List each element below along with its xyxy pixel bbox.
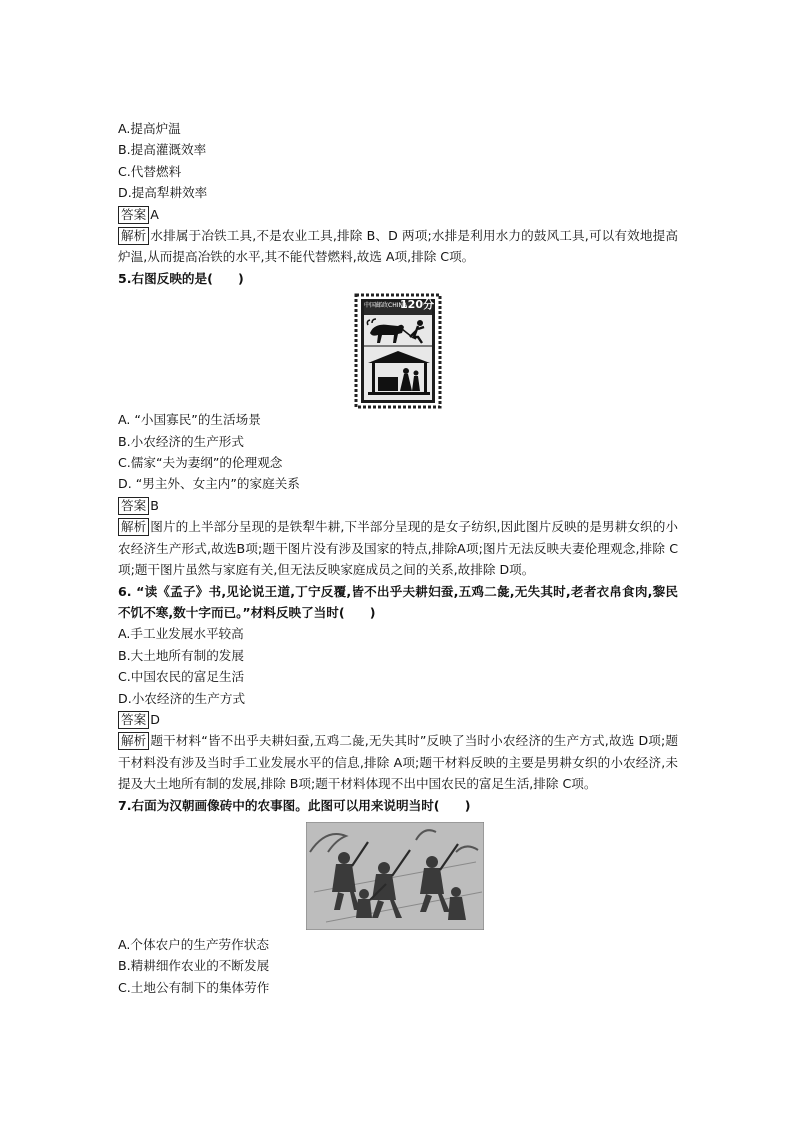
analysis-text: 题干材料“皆不出乎夫耕妇蚕,五鸡二彘,无失其时”反映了当时小农经济的生产方式,故选 D项;题干材料没有涉及当时手工业发展水平的信息,排除 A项;题干材料反映的主要是男耕女织的小农经济,未提及大土地所有制的发展,排除 B项;题干材料体现不出中国农民的富足生活,排除 C项。 <box>118 733 678 792</box>
q7-option-a: A.个体农户的生产劳作状态 <box>118 936 269 952</box>
stamp-image <box>354 293 442 409</box>
q6-analysis <box>118 730 678 794</box>
answer-value: A <box>150 206 159 222</box>
answer-tag: 答案 <box>118 206 149 224</box>
q4-option-b: B.提高灌溉效率 <box>118 142 207 158</box>
stamp-value: 120分 <box>400 298 434 312</box>
q4-option-c: C.代替燃料 <box>118 163 182 179</box>
q5-analysis <box>118 516 678 580</box>
analysis-tag: 解析 <box>118 732 149 750</box>
q6-option-c: C.中国农民的富足生活 <box>118 669 245 685</box>
analysis-text: 水排属于冶铁工具,不是农业工具,排除 B、D 两项;水排是利用水力的鼓风工具,可以有效地提高炉温,从而提高冶铁的水平,其不能代替燃料,故选 A项,排除 C项。 <box>118 228 678 265</box>
stamp-label: 中国邮政CHINA <box>364 302 408 310</box>
q4-analysis <box>118 225 678 268</box>
q4-option-d: D.提高犁耕效率 <box>118 185 208 201</box>
q6-answer <box>118 709 678 730</box>
q5-answer <box>118 495 678 516</box>
q7-option-c: C.土地公有制下的集体劳作 <box>118 979 270 995</box>
q6-stem: 6. “读《孟子》书,见论说王道,丁宁反覆,皆不出乎夫耕妇蚕,五鸡二彘,无失其时,老者衣帛食肉,黎民不饥不寒,数十字而已。”材料反映了当时( ) <box>118 583 678 620</box>
q6-option-b: B.大土地所有制的发展 <box>118 647 244 663</box>
document-page <box>118 118 678 998</box>
q7-option-b: B.精耕细作农业的不断发展 <box>118 958 270 974</box>
q6-option-a: A.手工业发展水平较高 <box>118 626 244 642</box>
q5-option-a: A. “小国寡民”的生活场景 <box>118 412 261 428</box>
q5-stem: 5.右图反映的是( ) <box>118 270 244 286</box>
q7-stem: 7.右面为汉朝画像砖中的农事图。此图可以用来说明当时( ) <box>118 797 471 813</box>
answer-value: B <box>150 497 159 513</box>
analysis-tag: 解析 <box>118 518 149 536</box>
q4-answer <box>118 204 678 225</box>
han-brick-image <box>306 822 484 930</box>
q5-option-b: B.小农经济的生产形式 <box>118 433 244 449</box>
answer-tag: 答案 <box>118 711 149 729</box>
q5-option-d: D. “男主外、女主内”的家庭关系 <box>118 476 300 492</box>
q6-option-d: D.小农经济的生产方式 <box>118 690 246 706</box>
analysis-tag: 解析 <box>118 227 149 245</box>
answer-value: D <box>150 711 160 727</box>
answer-tag: 答案 <box>118 497 149 515</box>
q5-option-c: C.儒家“夫为妻纲”的伦理观念 <box>118 455 283 471</box>
q4-option-a: A.提高炉温 <box>118 121 181 136</box>
analysis-text: 图片的上半部分呈现的是铁犁牛耕,下半部分呈现的是女子纺织,因此图片反映的是男耕女织的小农经济生产形式,故选B项;题干图片没有涉及国家的特点,排除A项;图片无法反映夫妻伦理观念,排除 C项;题干图片虽然与家庭有关,但无法反映家庭成员之间的关系,故排除 D项。 <box>118 519 678 578</box>
